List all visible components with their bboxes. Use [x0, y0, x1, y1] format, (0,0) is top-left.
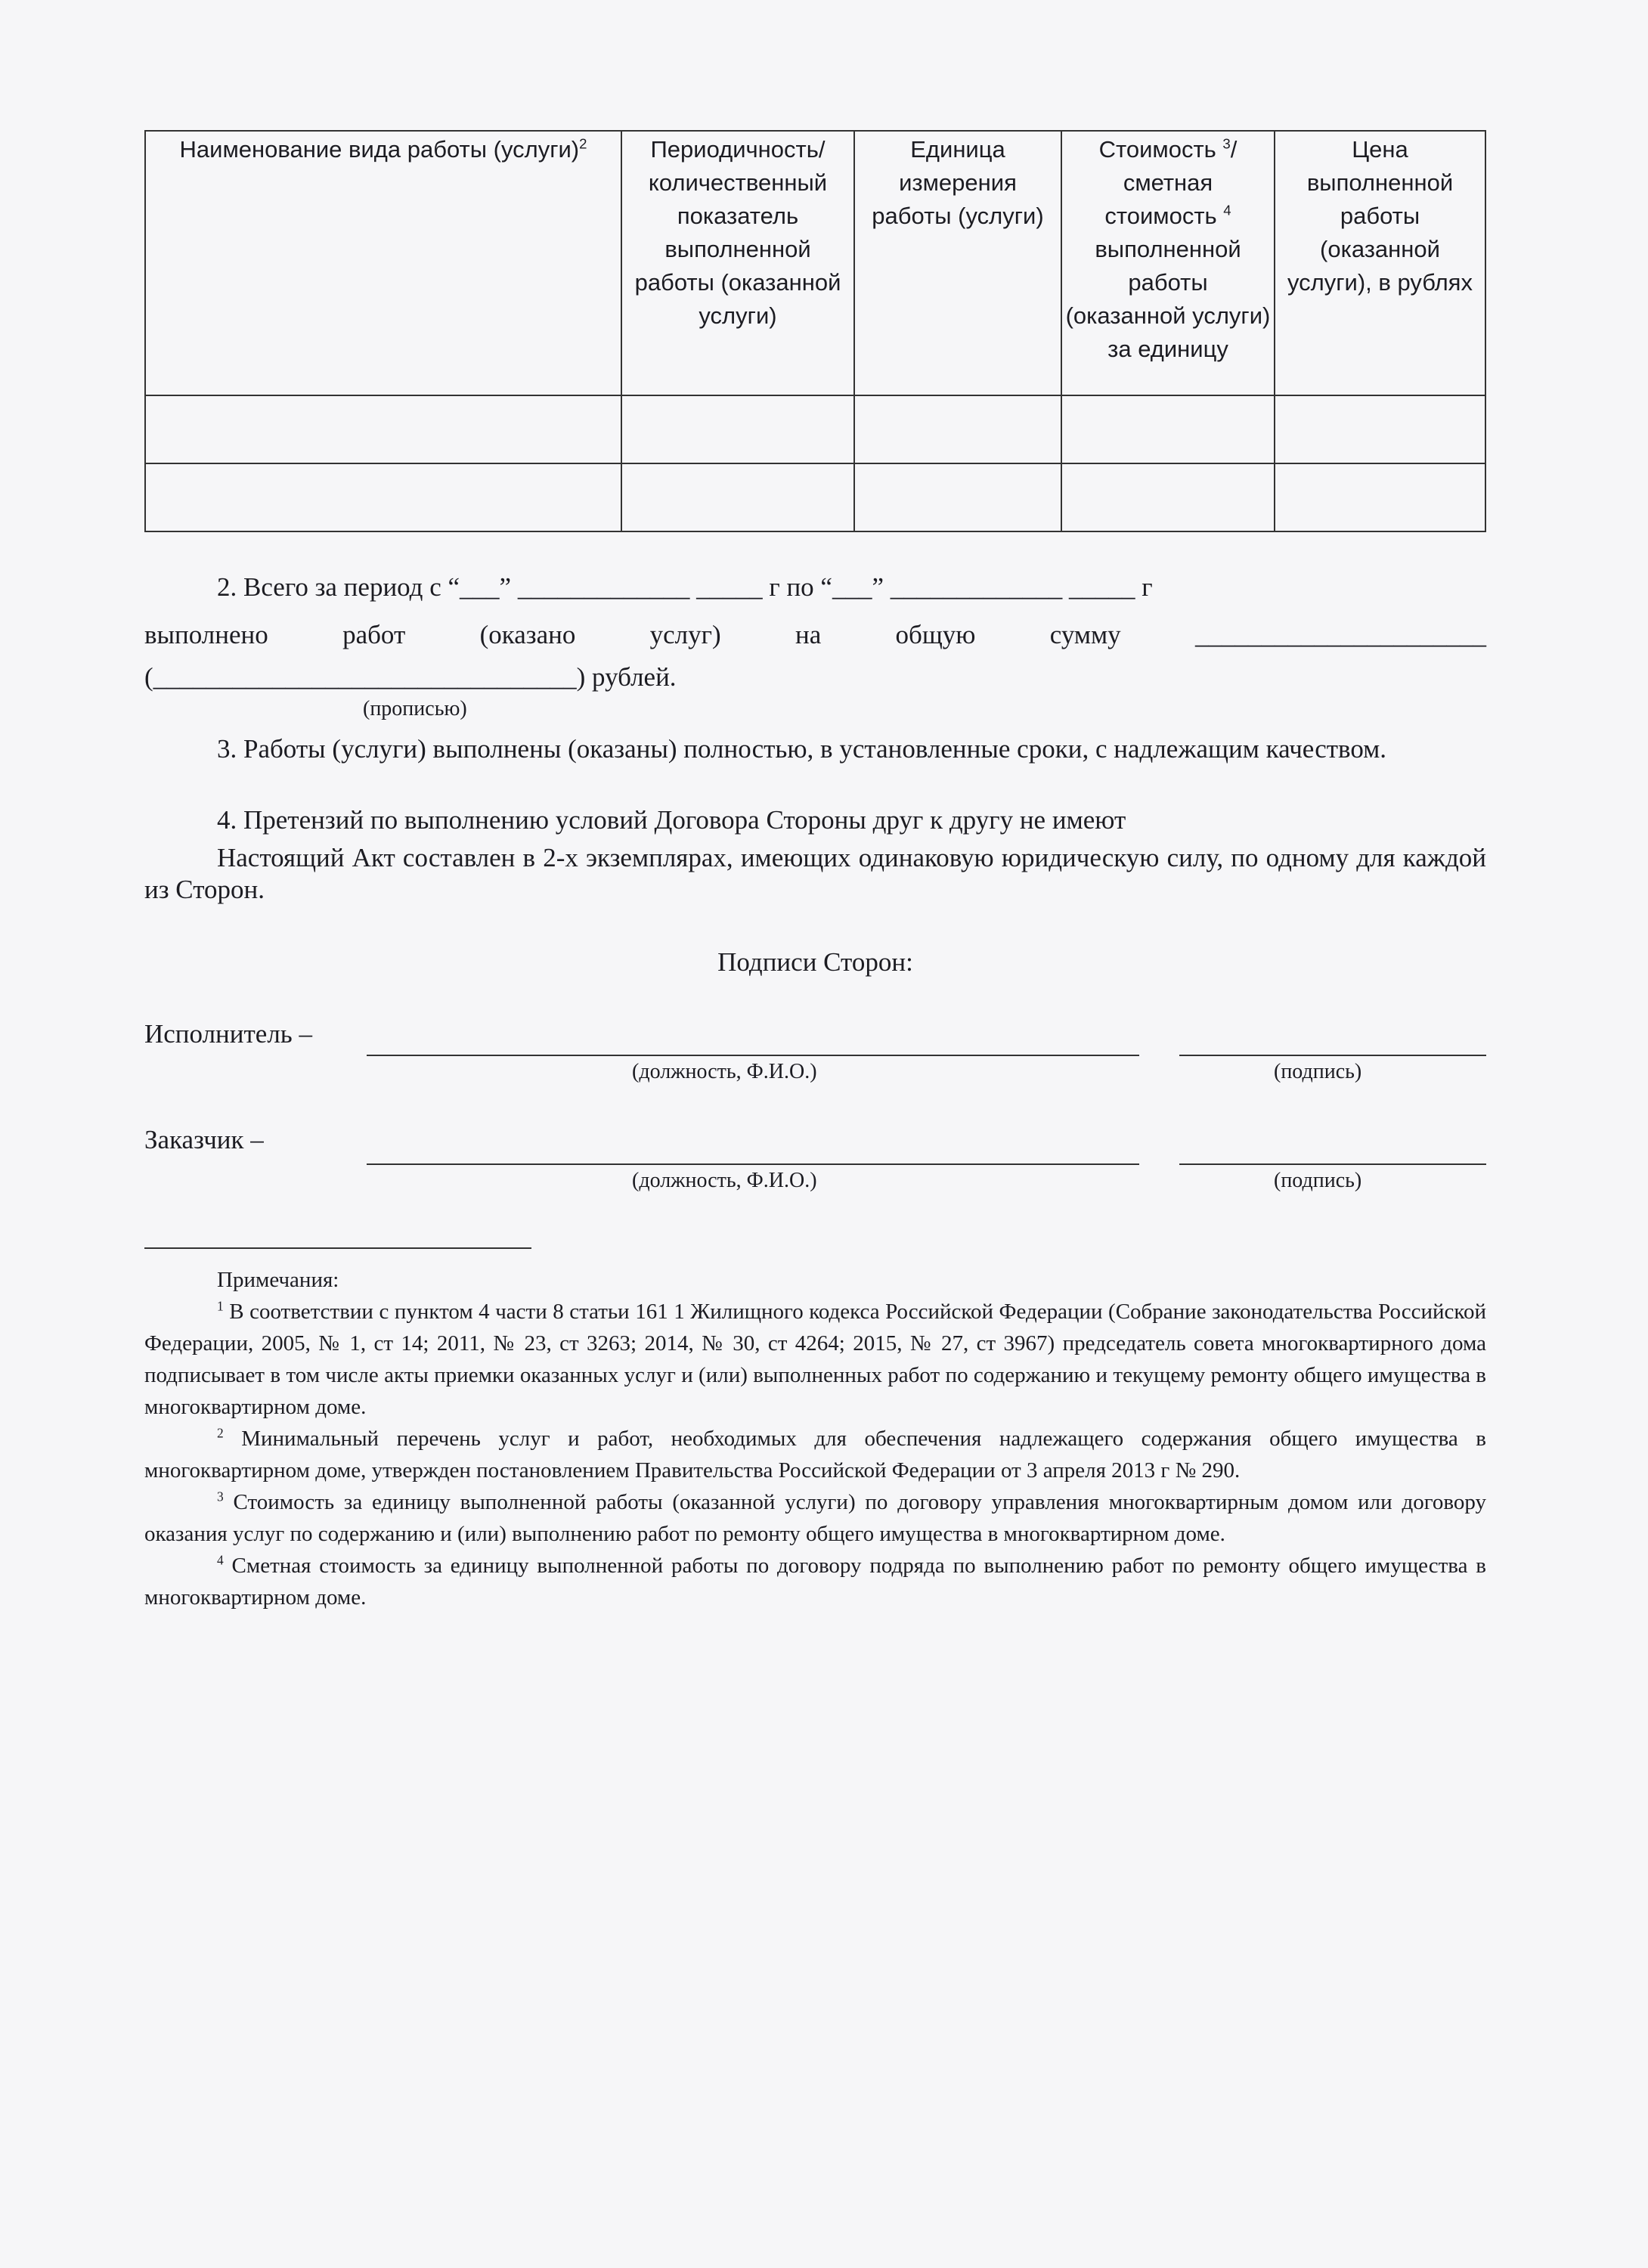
table-cell[interactable] — [145, 395, 621, 463]
item2-line2: выполнено работ (оказано услуг) на общую сумму ______________________ — [144, 620, 1486, 649]
table-header-row — [145, 131, 1485, 395]
notes-title: Примечания: — [217, 1268, 339, 1292]
item4: 4. Претензий по выполнению условий Договора Стороны друг к другу не имеют — [217, 805, 1126, 835]
copies-note: Настоящий Акт составлен в 2-х экземплярах, имеющих одинаковую юридическую силу, по одному для каждой из Сторон. — [144, 843, 1486, 904]
header-price — [1275, 131, 1485, 395]
header-periodicity — [621, 131, 854, 395]
footnote-number: 1 — [217, 1298, 224, 1314]
table-row — [145, 463, 1485, 531]
table-cell[interactable] — [1275, 395, 1485, 463]
header-text: / сметная стоимость — [1104, 136, 1238, 229]
note-2 — [144, 1423, 1486, 1486]
signature-hint: (подпись) — [1274, 1169, 1362, 1192]
amount-in-words-hint: (прописью) — [363, 697, 467, 720]
header-text: Периодичность/ количественный показатель выполненной работы (оказанной услуги) — [634, 136, 841, 329]
position-hint: (должность, Ф.И.О.) — [632, 1060, 817, 1083]
item2-line1: 2. Всего за период с “___” _____________ _____ г по “___” _____________ _____ г — [217, 572, 1153, 602]
header-work-name — [145, 131, 621, 395]
signatures-title: Подписи Сторон: — [717, 947, 913, 977]
footnote-number: 2 — [217, 1425, 224, 1441]
header-text: выполненной работы (оказанной услуги) за единицу — [1065, 236, 1271, 362]
executor-label: Исполнитель – — [144, 1019, 313, 1049]
table-cell[interactable] — [145, 463, 621, 531]
customer-position-line[interactable] — [367, 1163, 1139, 1165]
note-4 — [144, 1550, 1486, 1613]
note-text: Сметная стоимость за единицу выполненной работы по договору подряда по выполнению работ по ремонту общего имущества в многоквартирном доме. — [144, 1554, 1486, 1610]
table-cell[interactable] — [854, 395, 1061, 463]
table-cell[interactable] — [1061, 463, 1275, 531]
position-hint: (должность, Ф.И.О.) — [632, 1169, 817, 1192]
header-text: Единица измерения работы (услуги) — [872, 136, 1044, 229]
customer-label: Заказчик – — [144, 1125, 264, 1154]
note-text: Минимальный перечень услуг и работ, необходимых для обеспечения надлежащего содержания общего имущества в многоквартирном доме, утвержден постановлением Правительства Российской Федерации от 3 апреля 2013 г № 290. — [144, 1427, 1486, 1483]
table-row — [145, 395, 1485, 463]
header-unit — [854, 131, 1061, 395]
footnote-ref: 4 — [1223, 202, 1231, 218]
item3: 3. Работы (услуги) выполнены (оказаны) полностью, в установленные сроки, с надлежащим качеством. — [217, 734, 1387, 764]
note-1 — [144, 1296, 1486, 1423]
table-cell[interactable] — [1061, 395, 1275, 463]
table-cell[interactable] — [621, 463, 854, 531]
note-text: Стоимость за единицу выполненной работы (оказанной услуги) по договору управления многоквартирным домом или договору оказания услуг по содержанию и (или) выполнению работ по ремонту общего имущества в многоквартирном доме. — [144, 1490, 1486, 1546]
executor-position-line[interactable] — [367, 1055, 1139, 1056]
header-text: Цена выполненной работы (оказанной услуги), в рублях — [1287, 136, 1473, 296]
header-text: Стоимость — [1098, 136, 1223, 163]
table-cell[interactable] — [621, 395, 854, 463]
signature-hint: (подпись) — [1274, 1060, 1362, 1083]
footnote-number: 3 — [217, 1489, 224, 1504]
note-text: В соответствии с пунктом 4 части 8 статьи 161 1 Жилищного кодекса Российской Федерации (Собрание законодательства Российской Федерации, 2005, № 1, ст 14; 2011, № 23, ст 3263; 2014, № 30, ст 4264; 2015, № 27, ст 3967) председатель совета многоквартирного дома подписывает в том числе акты приемки оказанных услуг и (или) выполненных работ по содержанию и текущему ремонту общего имущества в многоквартирном доме. — [144, 1300, 1486, 1419]
notes — [144, 1264, 1486, 1613]
customer-signature-line[interactable] — [1179, 1163, 1486, 1165]
footnote-ref: 3 — [1222, 135, 1231, 152]
table-cell[interactable] — [854, 463, 1061, 531]
item2-line3: (________________________________) рублей. — [144, 662, 677, 692]
header-cost — [1061, 131, 1275, 395]
header-text: Наименование вида работы (услуги) — [179, 136, 580, 163]
footnote-ref: 2 — [579, 135, 587, 152]
footnote-separator — [144, 1247, 531, 1249]
executor-signature-line[interactable] — [1179, 1055, 1486, 1056]
note-3 — [144, 1486, 1486, 1550]
table-cell[interactable] — [1275, 463, 1485, 531]
footnote-number: 4 — [217, 1552, 224, 1568]
works-table — [144, 130, 1486, 532]
